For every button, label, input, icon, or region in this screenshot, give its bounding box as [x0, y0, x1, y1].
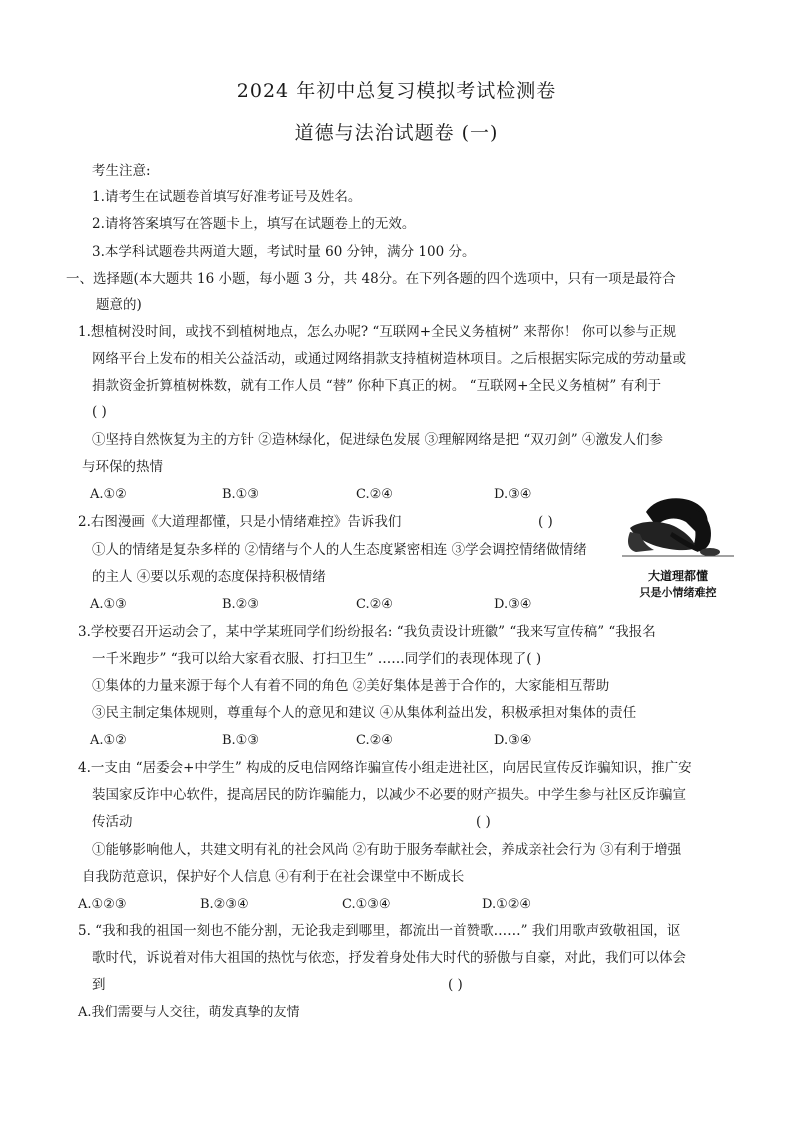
option-c: C.②④: [356, 597, 393, 612]
notice-heading: 考生注意:: [92, 163, 151, 179]
notice-item: 3.本学科试题卷共两道大题，考试时量 60 分钟，满分 100 分。: [92, 244, 476, 260]
option-d: D.③④: [494, 597, 532, 612]
question-statements: ①集体的力量来源于每个人有着不同的角色 ②美好集体是善于合作的，大家能相互帮助: [92, 678, 610, 694]
option-d: D.③④: [494, 733, 532, 748]
cartoon-caption-line2: 只是小情绪难控: [639, 586, 717, 599]
answer-blank: ( ): [538, 514, 553, 530]
option-a: A.我们需要与人交往，萌发真挚的友情: [78, 1005, 300, 1020]
question-statements: ①人的情绪是复杂多样的 ②情绪与个人的人生态度紧密相连 ③学会调控情绪做情绪: [92, 542, 587, 558]
question-text: 一千米跑步” “我可以给大家看衣服、打扫卫生” ……同学们的表现体现了( ): [92, 651, 542, 667]
option-b: B.①③: [222, 487, 259, 502]
option-c: C.②④: [356, 487, 393, 502]
exam-subtitle: 道德与法治试题卷 (一): [294, 122, 499, 144]
option-a: A.①③: [90, 597, 127, 612]
notice-item: 2.请将答案填写在答题卡上，填写在试题卷上的无效。: [92, 216, 416, 232]
question-text: 3.学校要召开运动会了，某中学某班同学们纷纷报名: “我负责设计班徽” “我来写宣传稿” “我报名: [78, 624, 656, 640]
question-text: 5. “我和我的祖国一刻也不能分割，无论我走到哪里，都流出一首赞歌……” 我们用歌声致敬祖国，讴: [78, 923, 681, 939]
section-heading-cont: 题意的): [96, 297, 142, 313]
question-statements: 的主人 ④要以乐观的态度保持积极情绪: [92, 569, 326, 585]
option-c: C.②④: [356, 733, 393, 748]
cartoon-illustration: [616, 492, 740, 604]
question-text: 2.右图漫画《大道理都懂，只是小情绪难控》告诉我们: [78, 514, 402, 530]
question-statements: 与环保的热情: [82, 459, 163, 475]
option-d: D.③④: [494, 487, 532, 502]
option-a: A.①②③: [78, 897, 127, 912]
exam-title: 2024 年初中总复习模拟考试检测卷: [236, 80, 557, 102]
option-b: B.①③: [222, 733, 259, 748]
answer-blank: ( ): [476, 814, 491, 830]
option-b: B.②③④: [200, 897, 249, 912]
cartoon-caption-line1: 大道理都懂: [647, 569, 709, 583]
option-c: C.①③④: [342, 897, 391, 912]
question-text: 网络平台上发布的相关公益活动，或通过网络捐款支持植树造林项目。之后根据实际完成的劳动量或: [92, 351, 686, 367]
option-b: B.②③: [222, 597, 259, 612]
question-text: 歌时代，诉说着对伟大祖国的热忱与依恋，抒发着身处伟大时代的骄傲与自豪，对此，我们可以体会: [92, 950, 686, 966]
question-text: 装国家反诈中心软件，提高居民的防诈骗能力，以减少不必要的财产损失。中学生参与社区反诈骗宣: [92, 787, 686, 803]
option-d: D.①②④: [482, 897, 532, 912]
notice-item: 1.请考生在试题卷首填写好准考证号及姓名。: [92, 189, 362, 205]
cartoon-ground-object: [700, 548, 720, 556]
option-a: A.①②: [90, 733, 127, 748]
question-statements: ①能够影响他人，共建文明有礼的社会风尚 ②有助于服务奉献社会，养成亲社会行为 ③有利于增强: [92, 842, 682, 858]
question-text: 4.一支由 “居委会+中学生” 构成的反电信网络诈骗宣传小组走进社区，向居民宣传反诈骗知识，推广安: [78, 760, 692, 776]
question-statements: 自我防范意识，保护好个人信息 ④有利于在社会课堂中不断成长: [82, 869, 465, 885]
option-a: A.①②: [90, 487, 127, 502]
answer-blank: ( ): [92, 404, 107, 420]
question-text: 传活动: [92, 814, 133, 830]
question-text: 捐款资金折算植树株数，就有工作人员 “替” 你种下真正的树。 “互联网+全民义务植树” 有利于: [92, 378, 662, 394]
answer-blank: ( ): [448, 977, 463, 993]
question-statements: ③民主制定集体规则，尊重每个人的意见和建议 ④从集体利益出发，积极承担对集体的责任: [92, 705, 637, 721]
section-heading: 一、选择题(本大题共 16 小题，每小题 3 分，共 48分。在下列各题的四个选项中，只有一项是最符合: [66, 271, 676, 287]
question-statements: ①坚持自然恢复为主的方针 ②造林绿化，促进绿色发展 ③理解网络是把 “双刃剑” ④激发人们参: [92, 432, 663, 448]
question-text: 到: [92, 977, 106, 993]
question-text: 1.想植树没时间，或找不到植树地点，怎么办呢? “互联网+全民义务植树” 来帮你！ 你可以参与正规: [78, 324, 677, 340]
